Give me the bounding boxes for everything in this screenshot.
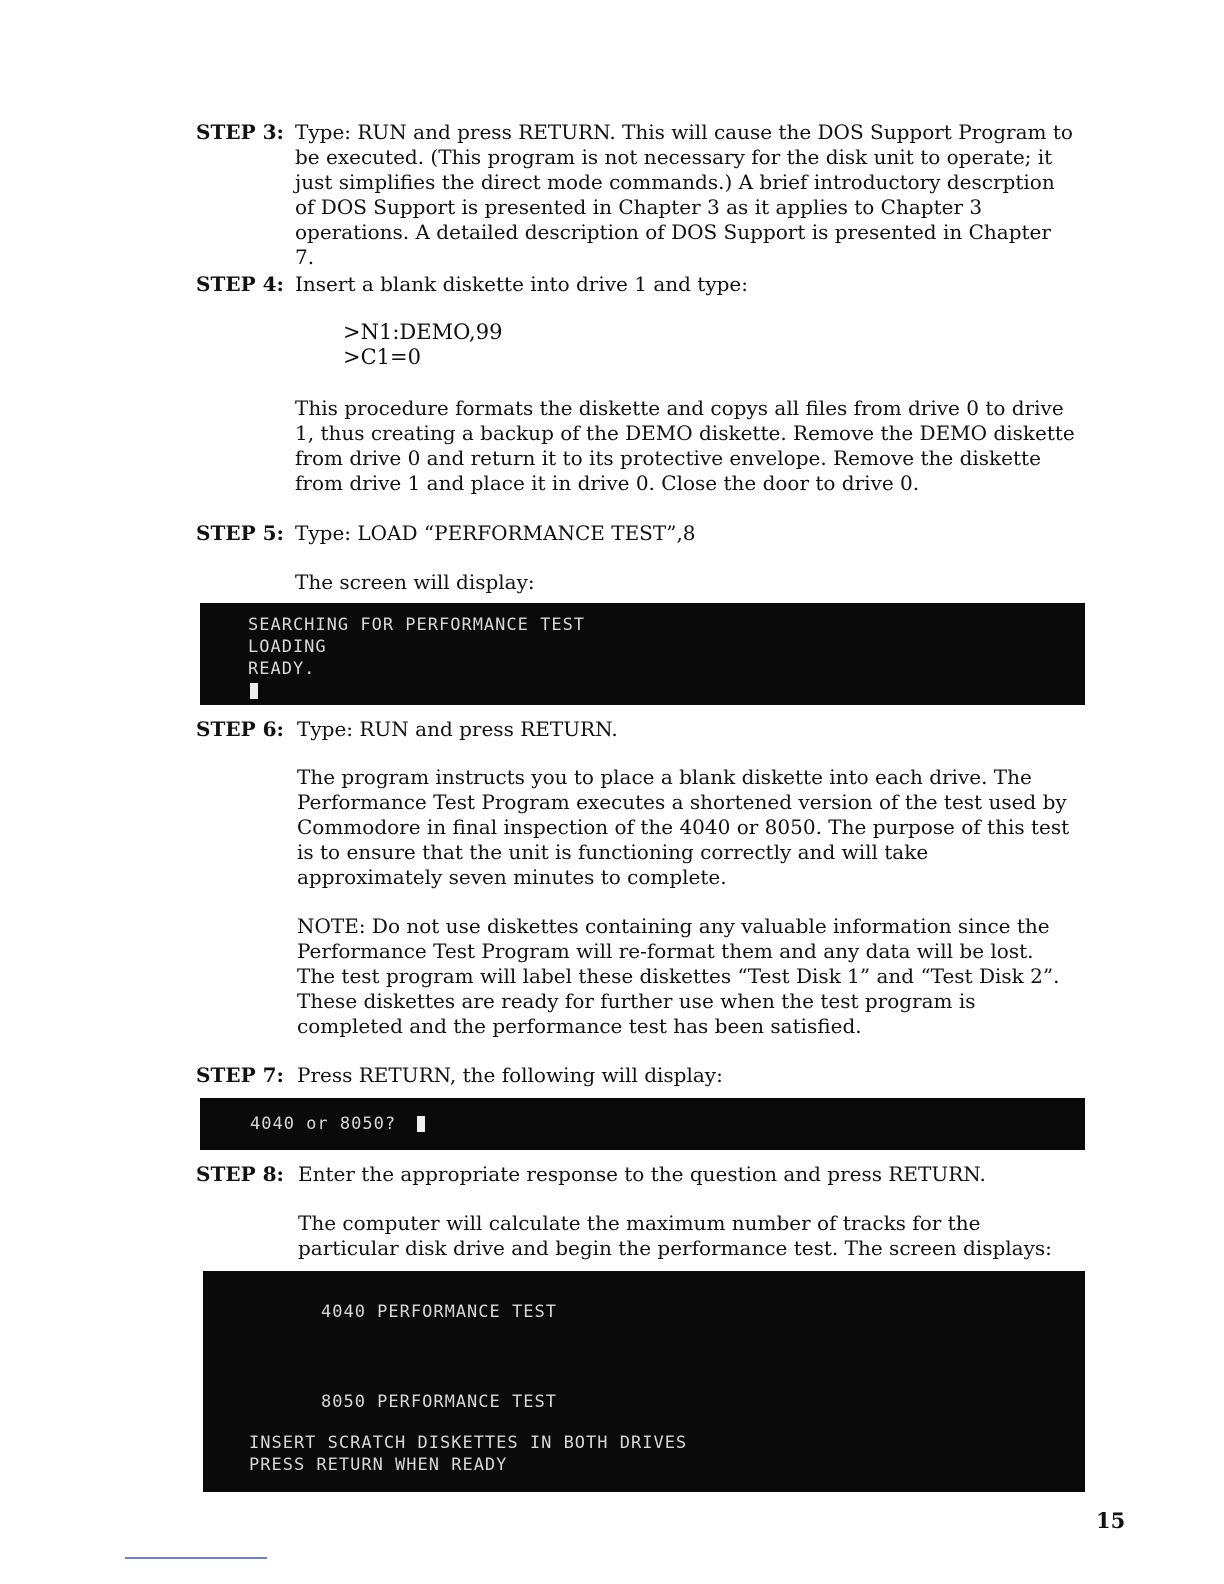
command-format: >N1:DEMO,99 [343,320,503,344]
screen-line: READY. [248,659,316,679]
step-4-label: STEP 4: [196,272,284,296]
screen-display-loading [200,603,1085,705]
step-3-label: STEP 3: [196,120,284,144]
screen-line: PRESS RETURN WHEN READY [249,1455,508,1475]
step-6-paragraph: The program instructs you to place a blank diskette into each drive. The Performance Test Program executes a shortened version of the test used by Commodore in final inspection of the 4040 or 8050. The purpose of this test is to ensure that the unit is functioning correctly and will take approximately seven minutes to complete. [297,765,1070,889]
page-number: 15 [1096,1508,1126,1533]
step-8-label: STEP 8: [196,1162,284,1186]
screen-prompt: 4040 or 8050? [250,1114,397,1134]
cursor-block [417,1116,425,1132]
step-5-paragraph: The screen will display: [295,570,535,594]
screen-line [250,1113,425,1135]
step-6-text: Type: RUN and press RETURN. [297,717,618,741]
screen-line: 4040 PERFORMANCE TEST [321,1302,557,1322]
screen-line: SEARCHING FOR PERFORMANCE TEST [248,615,586,635]
step-7-text: Press RETURN, the following will display: [297,1063,723,1087]
screen-line: 8050 PERFORMANCE TEST [321,1392,557,1412]
cursor-block [250,680,258,702]
step-5-text: Type: LOAD “PERFORMANCE TEST”,8 [295,521,696,545]
command-copy: >C1=0 [343,345,421,369]
step-4-paragraph: This procedure formats the diskette and copys all files from drive 0 to drive 1, thus creating a backup of the DEMO diskette. Remove the DEMO diskette from drive 0 and return it to its protective envelope. Remove the diskette from drive 1 and place it in drive 0. Close the door to drive 0. [295,396,1075,495]
step-6-note: NOTE: Do not use diskettes containing any valuable information since the Performance Test Program will re-format them and any data will be lost. The test program will label these diskettes “Test Disk 1” and “Test Disk 2”. These diskettes are ready for further use when the test program is completed and the performance test has been satisfied. [297,914,1060,1038]
screen-line: INSERT SCRATCH DISKETTES IN BOTH DRIVES [249,1433,688,1453]
step-3-text: Type: RUN and press RETURN. This will cause the DOS Support Program to be executed. (This program is not necessary for the disk unit to operate; it just simplifies the direct mode commands.) A brief introductory descrption of DOS Support is presented in Chapter 3 as it applies to Chapter 3 operations. A detailed description of DOS Support is presented in Chapter 7. [295,120,1073,269]
step-8-paragraph: The computer will calculate the maximum number of tracks for the particular disk drive and begin the performance test. The screen displays: [298,1211,1052,1260]
step-4-text: Insert a blank diskette into drive 1 and type: [295,272,749,296]
step-7-label: STEP 7: [196,1063,284,1087]
screen-display-performance-test [203,1271,1085,1492]
screen-line: LOADING [248,637,327,657]
screen-display-drive-question [200,1098,1085,1150]
footer-rule [125,1557,267,1559]
step-5-label: STEP 5: [196,521,284,545]
step-8-text: Enter the appropriate response to the question and press RETURN. [298,1162,986,1186]
step-6-label: STEP 6: [196,717,284,741]
